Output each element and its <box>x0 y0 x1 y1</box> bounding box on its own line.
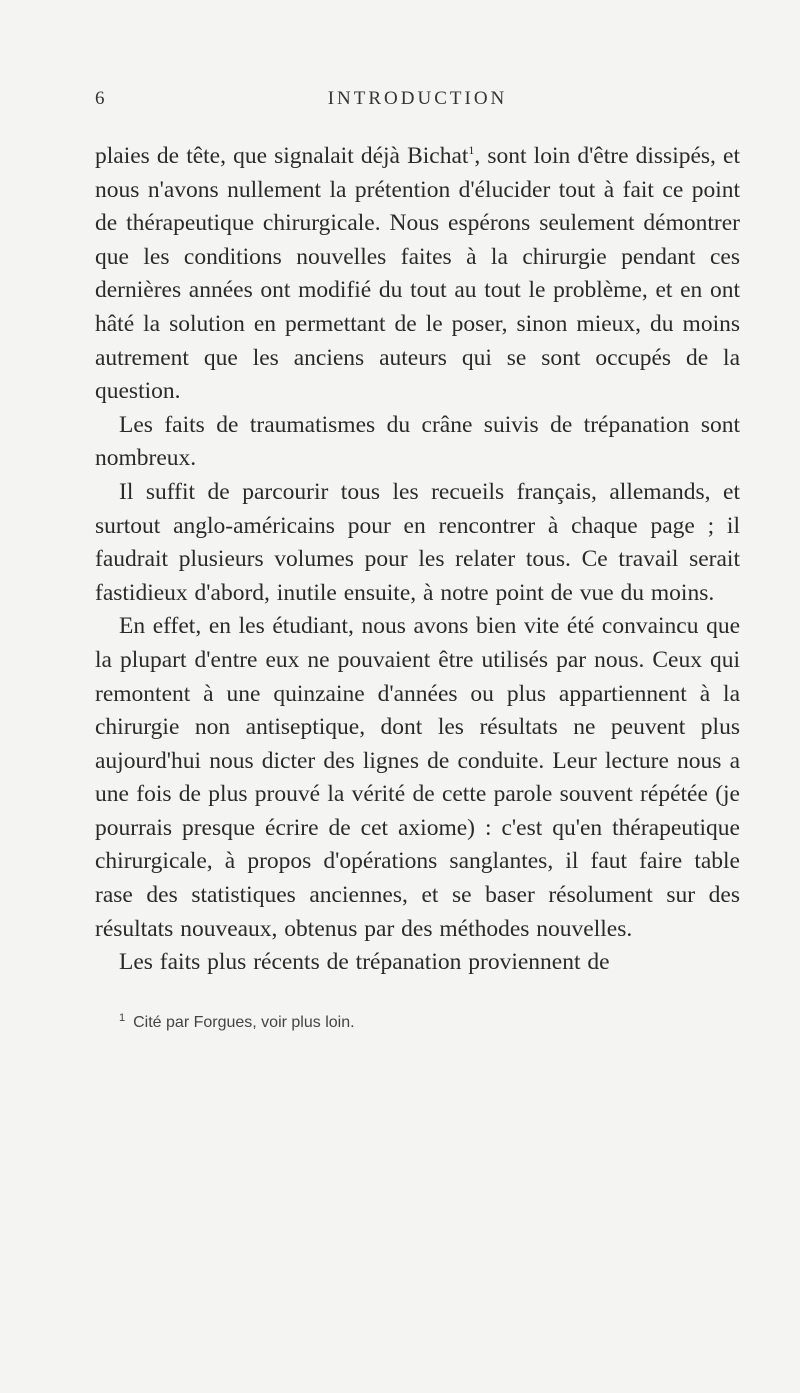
paragraph-1-rest: , sont loin d'être dissipés, et nous n'avons nullement la prétention d'élucider tout à fait ce point de thérapeutique chirurgicale. Nous espérons seulement démontrer que les conditions nouvelles faites à la chirurgie pendant ces dernières années ont modifié du tout au tout le problème, et en ont hâté la solution en permettant de le poser, sinon mieux, du moins autrement que les anciens auteurs qui se sont occupés de la question. <box>95 143 740 405</box>
paragraph-4: En effet, en les étudiant, nous avons bien vite été convaincu que la plupart d'entre eux ne pouvaient être utilisés par nous. Ceux qui remontent à une quinzaine d'années ou plus appartiennent à la chirurgie non antiseptique, dont les résultats ne peuvent plus aujourd'hui nous dicter des lignes de conduite. Leur lecture nous a une fois de plus prouvé la vérité de cette parole souvent répétée (je pourrais presque écrire de cet axiome) : c'est qu'en thérapeutique chirurgicale, à propos d'opérations sanglantes, il faut faire table rase des statistiques anciennes, et se baser résolument sur des résultats nouveaux, obtenus par des méthodes nouvelles. <box>95 613 740 942</box>
footnote-text: Cité par Forgues, voir plus loin. <box>133 1013 355 1031</box>
paragraph-5: Les faits plus récents de trépanation proviennent de <box>119 949 610 976</box>
paragraph-1-start: plaies de tête, que signalait déjà Bichat <box>95 143 469 169</box>
running-head <box>95 88 740 128</box>
paragraph-1 <box>95 140 740 409</box>
footnote <box>95 1012 740 1034</box>
running-head-title: INTRODUCTION <box>327 88 508 109</box>
body-text <box>95 140 740 980</box>
footnote-marker: 1 <box>119 1011 126 1024</box>
page-number: 6 <box>95 88 105 109</box>
paragraph-3: Il suffit de parcourir tous les recueils français, allemands, et surtout anglo-américains pour en rencontrer à chaque page ; il faudrait plusieurs volumes pour les relater tous. Ce travail serait fastidieux d'abord, inutile ensuite, à notre point de vue du moins. <box>95 478 740 606</box>
footnote-reference: 1 <box>468 143 475 158</box>
paragraph-2: Les faits de traumatismes du crâne suivis de trépanation sont nombreux. <box>95 411 740 472</box>
